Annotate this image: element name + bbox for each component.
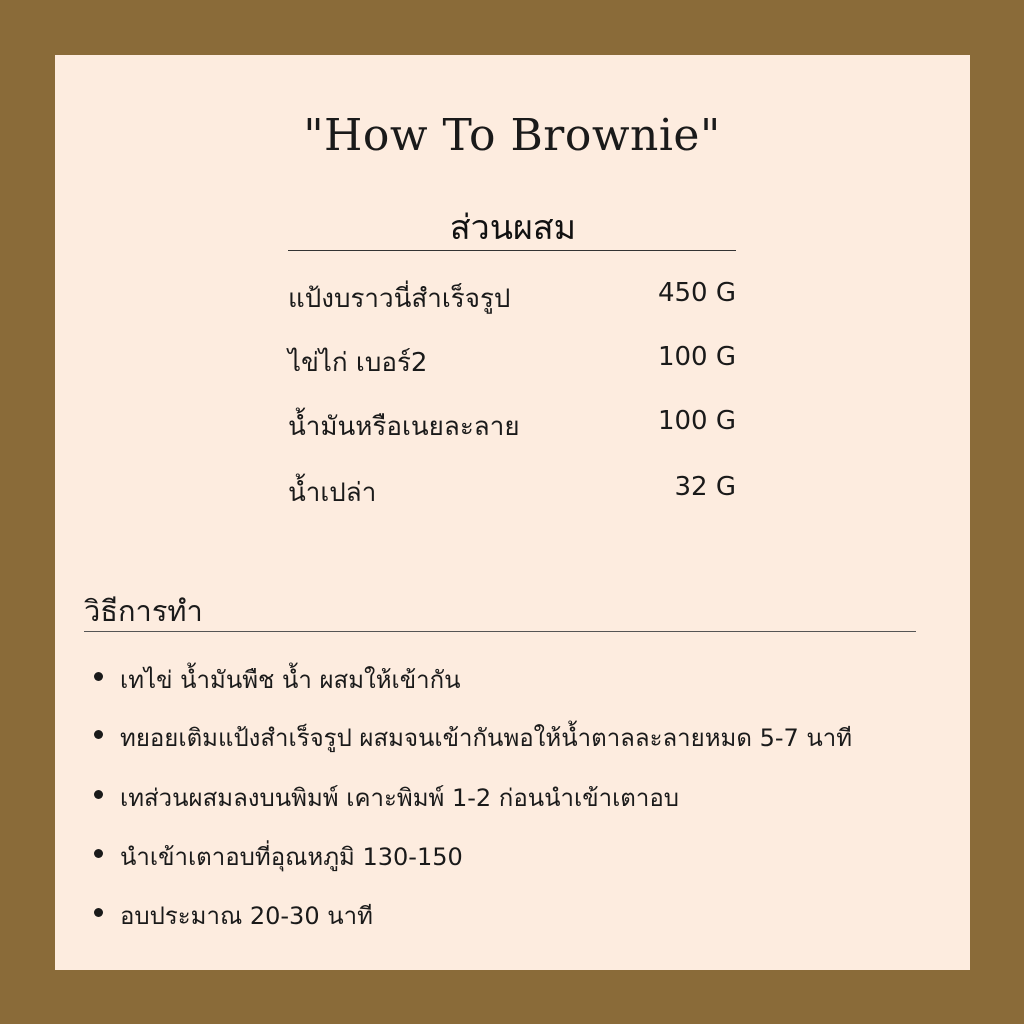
method-step-text: ทยอยเติมแป้งสำเร็จรูป ผสมจนเข้ากันพอให้น้ำตาลละลายหมด 5-7 นาที <box>120 724 853 752</box>
ingredients-heading: ส่วนผสม <box>449 208 577 248</box>
ingredient-name: น้ำเปล่า <box>288 478 377 508</box>
bullet-icon <box>94 730 103 739</box>
bullet-icon <box>94 790 103 799</box>
method-divider <box>84 631 916 632</box>
ingredient-amount: 450 G <box>657 278 736 308</box>
ingredient-amount: 32 G <box>674 472 736 502</box>
ingredient-name: ไข่ไก่ เบอร์2 <box>288 348 428 378</box>
method-step-text: นำเข้าเตาอบที่อุณหภูมิ 130-150 <box>120 843 463 871</box>
method-step-text: อบประมาณ 20-30 นาที <box>120 902 373 930</box>
ingredient-amount: 100 G <box>657 342 736 372</box>
ingredient-name: แป้งบราวนี่สำเร็จรูป <box>288 284 511 314</box>
method-heading: วิธีการทำ <box>84 594 203 628</box>
method-step-text: เทส่วนผสมลงบนพิมพ์ เคาะพิมพ์ 1-2 ก่อนนำเข้าเตาอบ <box>120 784 680 812</box>
ingredient-row <box>288 342 736 382</box>
method-step-text: เทไข่ น้ำมันพืช น้ำ ผสมให้เข้ากัน <box>120 666 461 694</box>
ingredient-amount: 100 G <box>657 406 736 436</box>
ingredient-row <box>288 472 736 512</box>
bullet-icon <box>94 908 103 917</box>
ingredient-row <box>288 406 736 446</box>
bullet-icon <box>94 849 103 858</box>
page-title: "How To Brownie" <box>303 110 721 161</box>
ingredient-row <box>288 278 736 318</box>
ingredient-name: น้ำมันหรือเนยละลาย <box>288 412 520 442</box>
ingredients-divider <box>288 250 736 251</box>
bullet-icon <box>94 672 103 681</box>
recipe-card <box>55 55 970 970</box>
